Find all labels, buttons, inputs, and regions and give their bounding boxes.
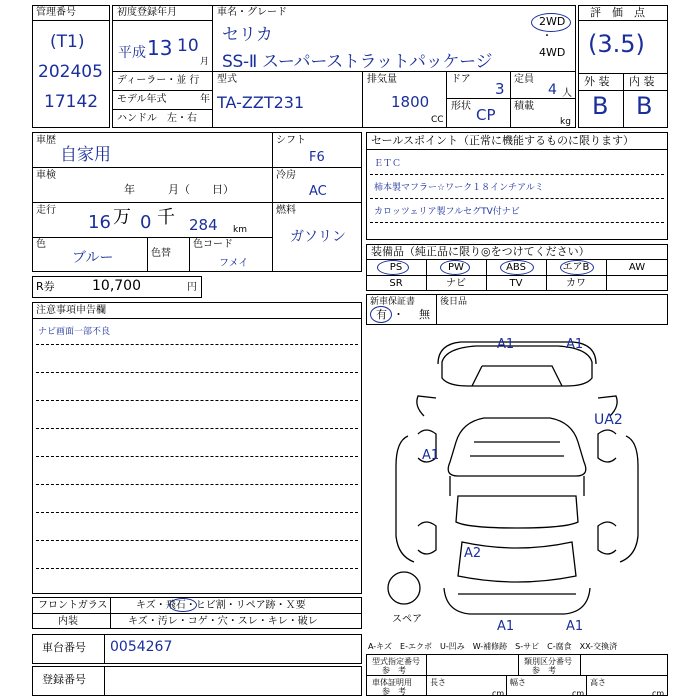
- sales-point-2: 柿本製マフラー☆ワーク１８インチアルミ: [374, 183, 544, 193]
- mileage-man: 16: [88, 212, 111, 233]
- recolor-label: 色替: [151, 248, 171, 259]
- type-cert-sub: 参 考: [382, 666, 406, 675]
- equip-pw-circle: [440, 260, 470, 275]
- colorcode-label: 色コード: [193, 239, 233, 250]
- warranty-no: 無: [419, 308, 430, 321]
- history-label: 車歴: [36, 135, 56, 146]
- sen-unit: 千: [157, 207, 175, 228]
- glass-chip-circle: [169, 598, 197, 612]
- shift-label: シフト: [276, 135, 306, 146]
- glass-label: フロントガラス: [38, 600, 108, 611]
- cert-label: 車体証明用: [372, 678, 412, 687]
- equip-aw: AW: [628, 262, 646, 273]
- equip-abs: ABS: [506, 262, 526, 273]
- notes-label: 注意事項申告欄: [36, 305, 106, 316]
- damage-front-left: A1: [497, 337, 515, 352]
- sales-label: セールスポイント（正常に機能するものに限ります）: [371, 134, 635, 147]
- length-cm: cm: [492, 689, 505, 698]
- damage-right-side: UA2: [594, 412, 623, 428]
- era: 平成: [118, 45, 146, 61]
- km-unit: km: [233, 225, 247, 235]
- capacity: 4: [548, 82, 557, 98]
- notes-box: [32, 302, 362, 594]
- shape: CP: [476, 106, 496, 124]
- dealer-label: ディーラー・並 行: [117, 75, 200, 86]
- damage-left-side: A1: [422, 448, 440, 463]
- chassis-label: 車台番号: [42, 641, 86, 654]
- cc-unit: CC: [431, 115, 444, 125]
- car-diagram: [366, 326, 668, 638]
- equip-abs-circle: [500, 260, 534, 275]
- color-label: 色: [36, 239, 46, 250]
- kanri-venue: (T1): [50, 32, 85, 52]
- color-value: ブルー: [72, 250, 114, 266]
- width-label: 幅さ: [510, 678, 526, 687]
- drive-4wd: 4WD: [539, 46, 566, 59]
- height-label: 高さ: [590, 678, 606, 687]
- class-label: 類別区分番号: [524, 657, 572, 666]
- history-value: 自家用: [60, 145, 111, 165]
- drive-dot: ・: [542, 31, 552, 42]
- reg-month: 10: [177, 36, 199, 56]
- capacity-unit: 人: [562, 88, 572, 99]
- damage-legend: A-キズ E-エクボ U-凹み W-補修跡 S-サビ C-腐食 XX-交換済: [368, 642, 618, 651]
- damage-left-rear: A2: [464, 546, 482, 561]
- grade: SS-Ⅱ スーパーストラットパッケージ: [222, 52, 493, 72]
- shaken-label: 車検: [36, 170, 56, 181]
- equip-pw: PW: [448, 262, 464, 273]
- ac-value: AC: [309, 184, 327, 199]
- shape-label: 形状: [451, 101, 471, 112]
- displacement-label: 排気量: [367, 74, 397, 85]
- length-label: 長さ: [430, 678, 446, 687]
- equip-navi: ナビ: [446, 278, 466, 289]
- spare-label: スペア: [392, 614, 422, 625]
- interior-grade: B: [636, 92, 653, 120]
- equip-airbag: エアB: [562, 262, 590, 273]
- score-label: 評 価 点: [590, 6, 645, 19]
- recycle-label: R券: [36, 280, 55, 293]
- class-sub: 参 考: [532, 666, 556, 675]
- model-year-unit: 年: [200, 94, 210, 105]
- load-unit: kg: [560, 117, 571, 127]
- exterior-label: 外 装: [584, 75, 610, 88]
- shaken-date: 年 月（ 日）: [124, 183, 234, 196]
- carname-label: 車名・グレード: [217, 7, 287, 18]
- colorcode-value: フメイ: [219, 258, 249, 269]
- interior-items: キズ・汚レ・コゲ・穴・スレ・キレ・破レ: [128, 616, 318, 627]
- damage-rear-right: A1: [566, 619, 584, 634]
- warranty-yes: 有: [376, 308, 387, 321]
- reg-label: 登録番号: [42, 673, 86, 686]
- equipment-label: 装備品（純正品に限り◎をつけてください）: [371, 245, 590, 258]
- fuel-value: ガソリン: [290, 229, 346, 245]
- load-label: 積載: [514, 101, 534, 112]
- drive-2wd: 2WD: [539, 15, 566, 28]
- doors: 3: [495, 80, 505, 98]
- displacement: 1800: [391, 93, 430, 111]
- doors-label: ドア: [451, 74, 471, 85]
- model-label: 型式: [217, 74, 237, 85]
- recycle-value: 10,700: [92, 278, 141, 294]
- equip-ps-circle: [377, 260, 409, 275]
- kanri-number-1: 202405: [38, 62, 103, 82]
- mileage-rest: 284: [189, 216, 218, 234]
- cert-sub: 参 考: [382, 687, 406, 696]
- ac-label: 冷房: [276, 170, 296, 181]
- interior-cond-label: 内装: [58, 616, 78, 627]
- equip-ps: PS: [389, 262, 403, 273]
- score: (3.5): [588, 30, 645, 58]
- equip-airbag-circle: [560, 260, 594, 275]
- warranty-sep: ・: [393, 308, 404, 321]
- mileage-sen: 0: [140, 212, 152, 233]
- recycle-unit: 円: [187, 282, 197, 293]
- damage-front-right: A1: [566, 337, 584, 352]
- type-cert-label: 型式指定番号: [372, 657, 420, 666]
- equip-leather: カワ: [566, 278, 586, 289]
- chassis-number: 0054267: [110, 639, 173, 655]
- sales-point-1: ＥＴＣ: [374, 159, 402, 169]
- car-name: セリカ: [222, 25, 273, 45]
- mileage-label: 走行: [36, 205, 56, 216]
- width-cm: cm: [572, 689, 585, 698]
- capacity-label: 定員: [514, 74, 534, 85]
- sales-point-3: カロッツェリア製フルセグTV付ナビ: [374, 207, 520, 217]
- warranty-label: 新車保証書: [370, 297, 416, 307]
- handle-label: ハンドル 左・右: [117, 113, 197, 124]
- model-year-label: モデル年式: [117, 94, 167, 105]
- pickup-label: 後日品: [440, 297, 468, 307]
- shift-value: F6: [309, 150, 325, 165]
- warranty-yes-circle: [370, 306, 392, 323]
- glass-items: キズ・飛石・ヒビ割・リペア跡・Ｘ要: [136, 600, 306, 611]
- equip-sr: SR: [389, 278, 403, 289]
- reg-year: 13: [147, 36, 173, 60]
- first-reg-label: 初度登録年月: [117, 7, 177, 18]
- man-unit: 万: [113, 207, 131, 228]
- exterior-grade: B: [592, 92, 609, 120]
- damage-rear-left: A1: [497, 619, 515, 634]
- notes-text: ナビ画面一部不良: [38, 327, 111, 337]
- month-unit: 月: [200, 57, 210, 67]
- height-cm: cm: [652, 689, 665, 698]
- interior-label: 内 装: [629, 75, 655, 88]
- fuel-label: 燃料: [276, 205, 296, 216]
- equip-tv: TV: [509, 278, 523, 289]
- model: TA-ZZT231: [217, 93, 305, 112]
- kanri-label: 管理番号: [36, 7, 76, 18]
- kanri-number-2: 17142: [44, 92, 99, 112]
